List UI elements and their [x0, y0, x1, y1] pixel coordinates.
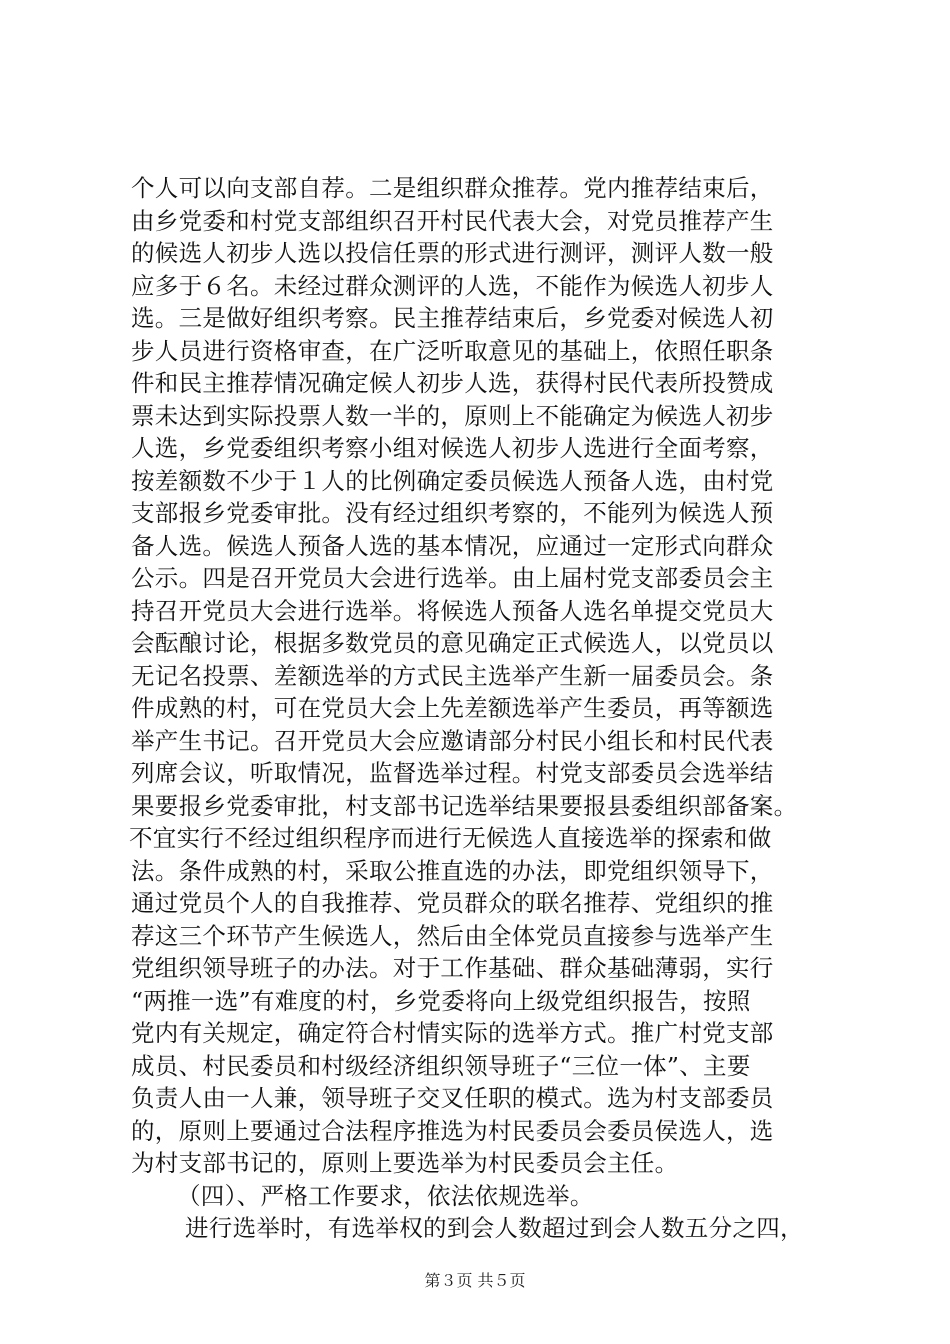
text-line: 果要报乡党委审批，村支部书记选举结果要报县委组织部备案。: [131, 791, 798, 820]
text-line: 会酝酿讨论，根据多数党员的意见确定正式候选人，以党员以: [131, 629, 774, 657]
text-line: 由乡党委和村党支部组织召开村民代表大会，对党员推荐产生: [131, 206, 774, 235]
text-line: 为村支部书记的，原则上要选举为村民委员会主任。: [131, 1149, 679, 1177]
text-line: 件和民主推荐情况确定候人初步人选，获得村民代表所投赞成: [131, 369, 774, 397]
body-text: [131, 172, 861, 1245]
page-number-label: 第３页 共５页: [424, 1271, 526, 1290]
text-line: 的候选人初步人选以投信任票的形式进行测评，测评人数一般: [131, 239, 774, 267]
text-line: 荐这三个环节产生候选人，然后由全体党员直接参与选举产生: [131, 921, 774, 950]
text-line: 按差额数不少于１人的比例确定委员候选人预备人选，由村党: [131, 466, 774, 495]
page-footer: [0, 1271, 950, 1291]
text-line: 党组织领导班子的办法。对于工作基础、群众基础薄弱，实行: [131, 954, 774, 982]
text-line: 选。三是做好组织考察。民主推荐结束后，乡党委对候选人初: [131, 304, 774, 332]
text-line: 支部报乡党委审批。没有经过组织考察的，不能列为候选人预: [131, 499, 774, 527]
text-line: 通过党员个人的自我推荐、党员群众的联名推荐、党组织的推: [131, 889, 774, 917]
text-line: 票未达到实际投票人数一半的，原则上不能确定为候选人初步: [131, 401, 774, 430]
text-line: 应多于６名。未经过群众测评的人选，不能作为候选人初步人: [131, 271, 774, 300]
text-line: 党内有关规定，确定符合村情实际的选举方式。推广村党支部: [131, 1019, 774, 1047]
text-line: 人选，乡党委组织考察小组对候选人初步人选进行全面考察，: [131, 434, 774, 462]
text-line: 备人选。候选人预备人选的基本情况，应通过一定形式向群众: [131, 531, 774, 560]
section-heading: （四）、严格工作要求，依法依规选举。: [177, 1181, 594, 1210]
text-line: 件成熟的村，可在党员大会上先差额选举产生委员，再等额选: [131, 694, 774, 722]
text-line: 个人可以向支部自荐。二是组织群众推荐。党内推荐结束后，: [131, 174, 774, 202]
text-line: 步人员进行资格审查，在广泛听取意见的基础上，依照任职条: [131, 336, 774, 365]
text-line: 公示。四是召开党员大会进行选举。由上届村党支部委员会主: [131, 564, 774, 592]
text-line: 进行选举时，有选举权的到会人数超过到会人数五分之四，: [185, 1214, 804, 1242]
text-line: 举产生书记。召开党员大会应邀请部分村民小组长和村民代表: [131, 726, 774, 755]
text-line: 无记名投票、差额选举的方式民主选举产生新一届委员会。条: [131, 661, 774, 690]
text-line: 的，原则上要通过合法程序推选为村民委员会委员侯选人，选: [131, 1116, 774, 1145]
text-line: 不宜实行不经过组织程序而进行无候选人直接选举的探索和做: [129, 824, 772, 852]
text-line: 持召开党员大会进行选举。将候选人预备人选名单提交党员大: [131, 596, 774, 625]
text-line: “两推一选”有难度的村，乡党委将向上级党组织报告，按照: [131, 986, 751, 1015]
text-line: 法。条件成熟的村，采取公推直选的办法，即党组织领导下，: [131, 856, 774, 885]
text-line: 成员、村民委员和村级经济组织领导班子“三位一体”、主要: [131, 1051, 751, 1080]
text-line: 负责人由一人兼，领导班子交叉任职的模式。选为村支部委员: [131, 1084, 774, 1112]
text-line: 列席会议，听取情况，监督选举过程。村党支部委员会选举结: [131, 759, 774, 787]
